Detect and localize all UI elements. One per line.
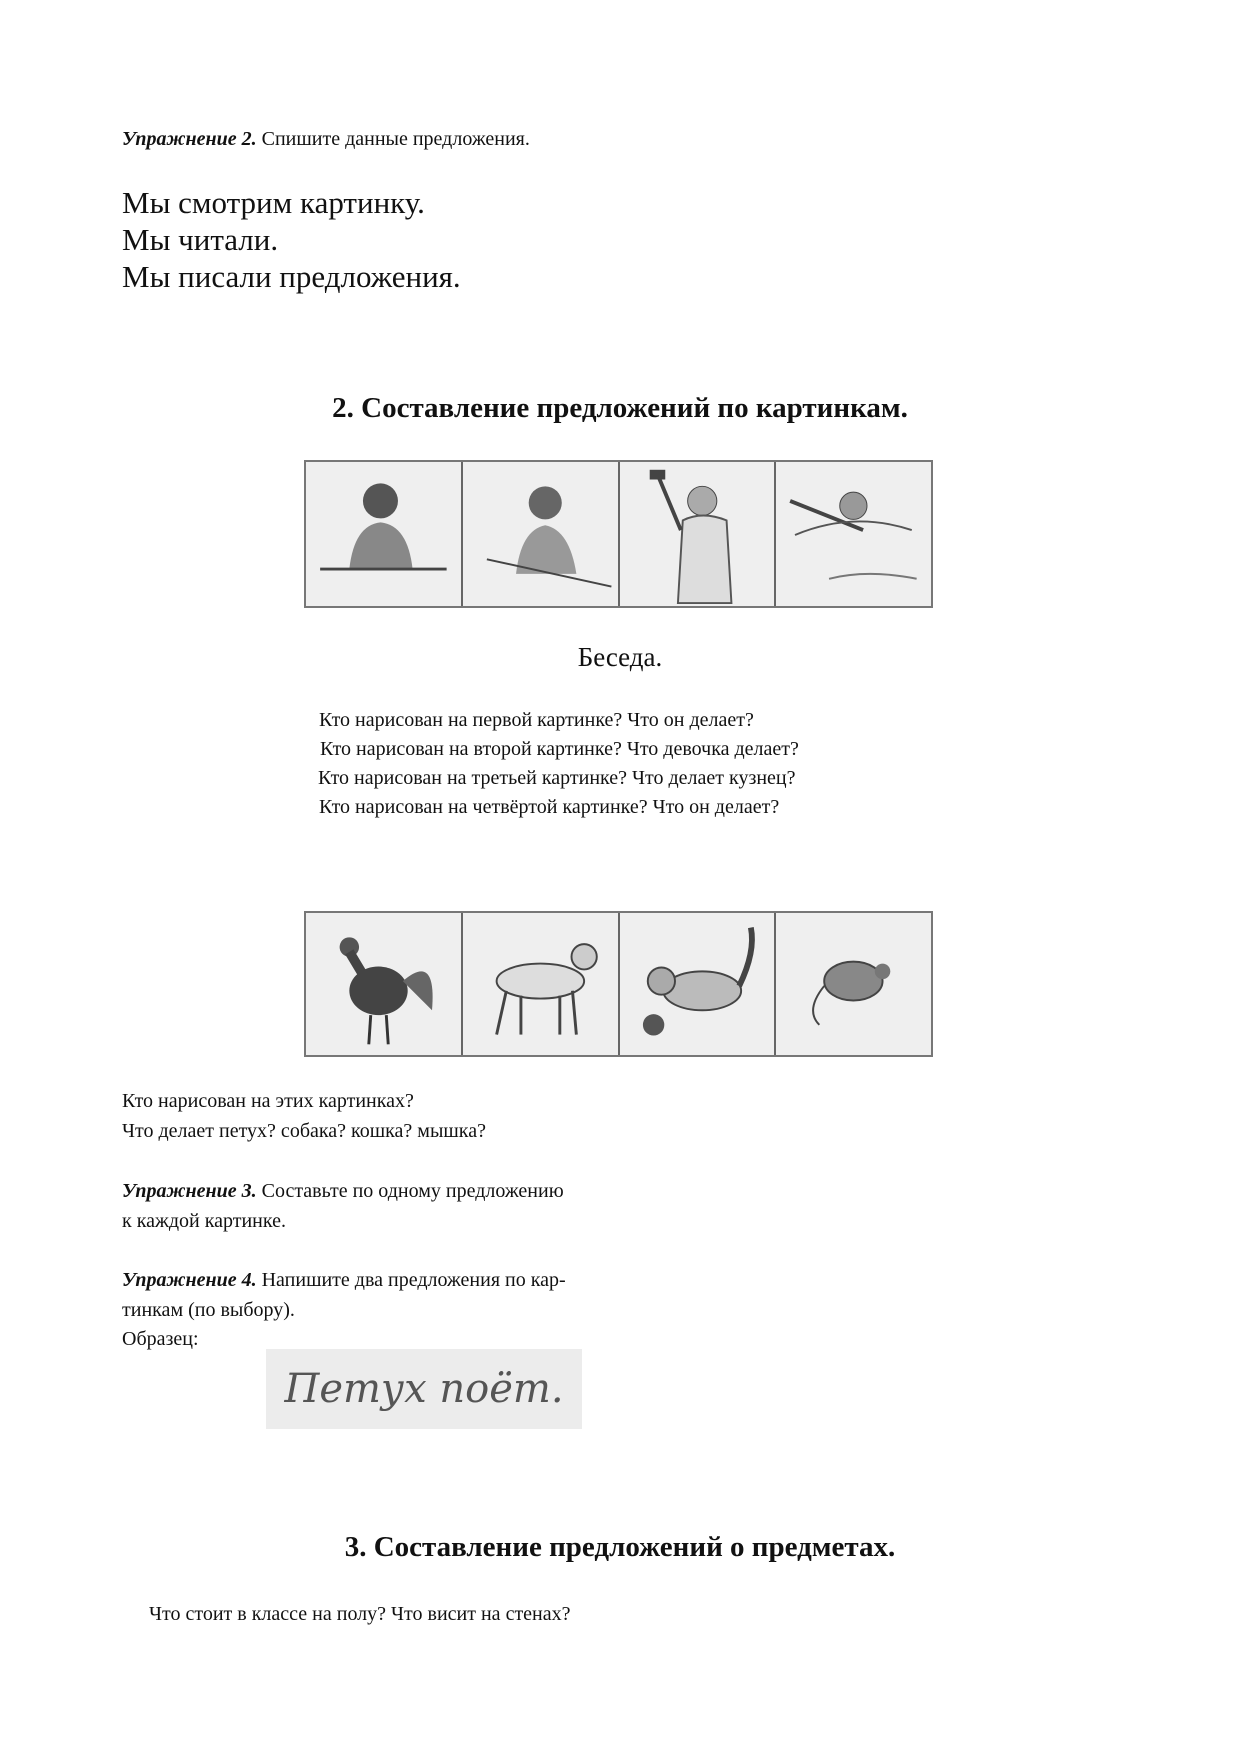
picture-strip-people [304, 460, 933, 608]
exercise-4-line2: тинкам (по выбору). [122, 1299, 295, 1321]
exercise-2 [122, 124, 530, 154]
animal-question: Кто нарисован на этих картинках? [122, 1090, 414, 1112]
exercise-label: Упражнение 4. [122, 1269, 257, 1291]
sentence: Мы читали. [122, 222, 279, 257]
blacksmith-image [620, 462, 777, 606]
question: Кто нарисован на первой картинке? Что он делает? [319, 709, 754, 731]
rooster-image [306, 913, 463, 1055]
girl-writing-image [463, 462, 620, 606]
exercise-3-line2: к каждой картинке. [122, 1210, 286, 1232]
sentence: Мы писали предложения. [122, 259, 461, 294]
picture-strip-animals [304, 911, 933, 1057]
exercise-label: Упражнение 3. [122, 1180, 257, 1202]
conversation-title: Беседа. [577, 642, 663, 672]
sample-label: Образец: [122, 1328, 199, 1350]
handwritten-sample-image: Петух поёт. [266, 1349, 582, 1429]
mouse-image [776, 913, 931, 1055]
dog-image [463, 913, 620, 1055]
section-2-heading: 2. Составление предложений по картинкам. [332, 392, 908, 424]
exercise-4 [122, 1265, 566, 1295]
exercise-text: Спишите данные предложения. [261, 128, 530, 150]
exercise-3 [122, 1176, 564, 1206]
exercise-label: Упражнение 2. [122, 128, 257, 150]
cat-image [620, 913, 777, 1055]
exercise-text: Напишите два предложения по кар- [261, 1269, 566, 1291]
question: Кто нарисован на третьей картинке? Что делает кузнец? [318, 767, 796, 789]
section-3-heading: 3. Составление предложений о предметах. [344, 1531, 896, 1563]
soldier-image [776, 462, 931, 606]
animal-question: Что делает петух? собака? кошка? мышка? [122, 1120, 486, 1142]
final-question: Что стоит в классе на полу? Что висит на стенах? [149, 1603, 571, 1625]
question: Кто нарисован на четвёртой картинке? Что он делает? [319, 796, 780, 818]
boy-writing-image [306, 462, 463, 606]
question: Кто нарисован на второй картинке? Что девочка делает? [320, 738, 799, 760]
sentence: Мы смотрим картинку. [122, 185, 425, 220]
exercise-text: Составьте по одному предложению [261, 1180, 564, 1202]
